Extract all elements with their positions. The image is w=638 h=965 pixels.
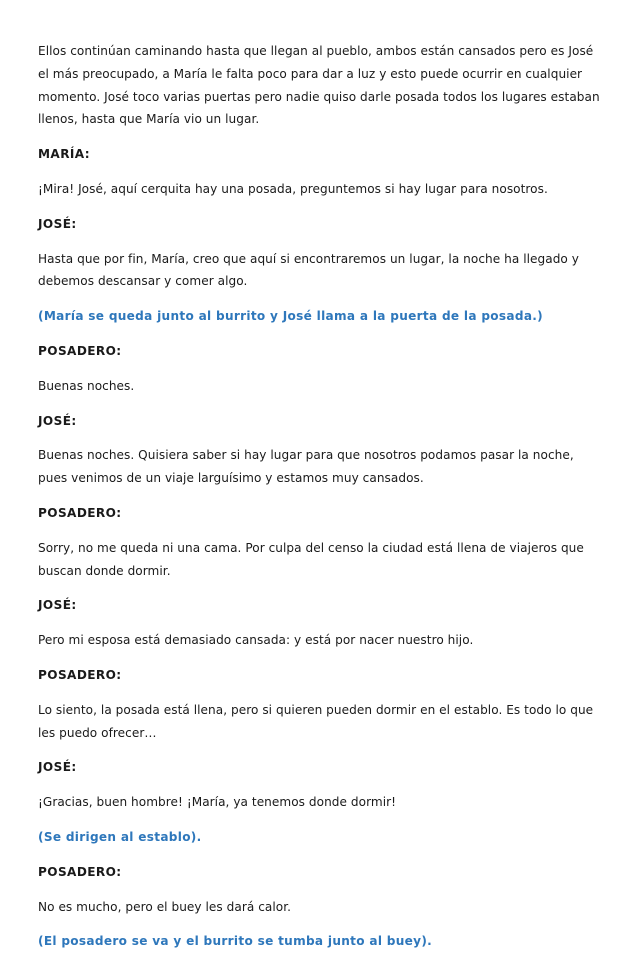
dialogue-line: Hasta que por fin, María, creo que aquí si encontraremos un lugar, la noche ha llegado y debemos descansar y comer algo. — [38, 251, 579, 289]
speaker-label: MARÍA: — [38, 147, 91, 162]
speaker-label: JOSÉ: — [38, 216, 77, 231]
stage-direction: (Se dirigen al establo). — [38, 829, 202, 844]
document-body — [38, 40, 604, 965]
dialogue-line: ¡Mira! José, aquí cerquita hay una posada, preguntemos si hay lugar para nosotros. — [38, 181, 548, 196]
speaker-label: POSADERO: — [38, 864, 122, 879]
speaker-label: JOSÉ: — [38, 598, 77, 613]
dialogue-line: Buenas noches. Quisiera saber si hay lugar para que nosotros podamos pasar la noche, pues venimos de un viaje larguísimo y estamos muy cansados. — [38, 448, 574, 486]
speaker-label: JOSÉ: — [38, 413, 77, 428]
speaker-label: POSADERO: — [38, 667, 122, 682]
dialogue-line: ¡Gracias, buen hombre! ¡María, ya tenemos donde dormir! — [38, 795, 397, 810]
dialogue-line: Sorry, no me queda ni una cama. Por culpa del censo la ciudad está llena de viajeros que buscan donde dormir. — [38, 540, 584, 578]
dialogue-line: Lo siento, la posada está llena, pero si quieren pueden dormir en el establo. Es todo lo que les puedo ofrecer… — [38, 702, 594, 740]
narration-paragraph: Ellos continúan caminando hasta que llegan al pueblo, ambos están cansados pero es José el más preocupado, a María le falta poco para dar a luz y esto puede ocurrir en cualquier momento. José toco varias puertas pero nadie quiso darle posada todos los lugares estaban llenos, hasta que María vio un lugar. — [38, 44, 600, 127]
dialogue-line: Buenas noches. — [38, 378, 135, 393]
stage-direction: (El posadero se va y el burrito se tumba junto al buey). — [38, 934, 433, 949]
dialogue-line: No es mucho, pero el buey les dará calor. — [38, 899, 292, 914]
speaker-label: JOSÉ: — [38, 760, 77, 775]
dialogue-line: Pero mi esposa está demasiado cansada: y está por nacer nuestro hijo. — [38, 633, 474, 648]
stage-direction: (María se queda junto al burrito y José llama a la puerta de la posada.) — [38, 309, 543, 324]
speaker-label: POSADERO: — [38, 505, 122, 520]
speaker-label: POSADERO: — [38, 343, 122, 358]
